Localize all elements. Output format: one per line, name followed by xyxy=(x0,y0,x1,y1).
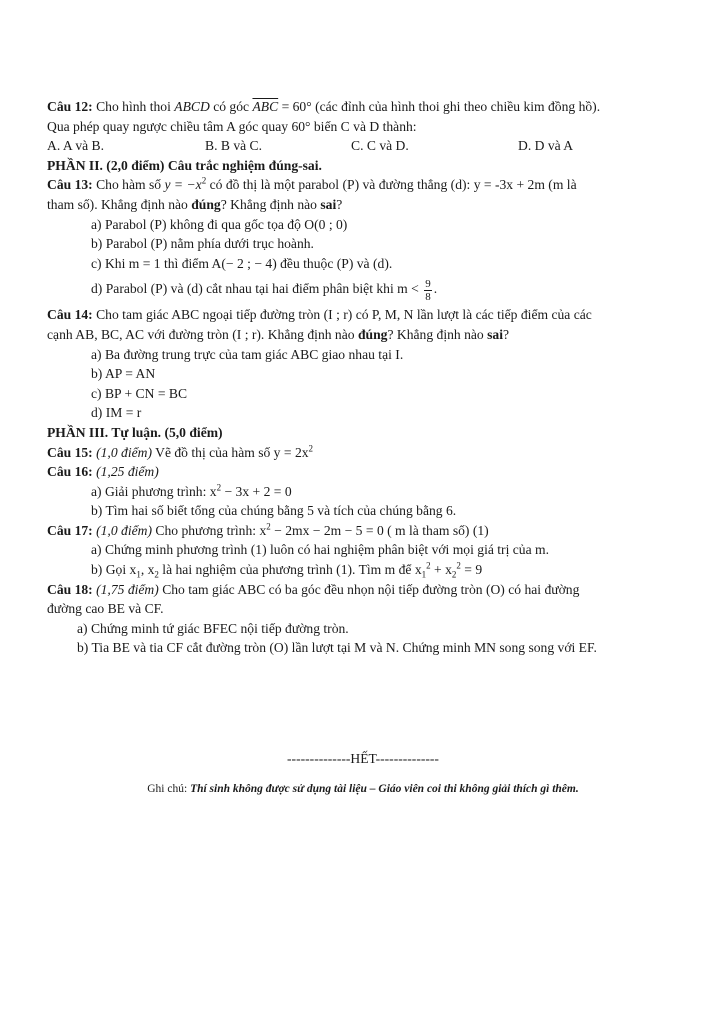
q12-angle-value: = 60° xyxy=(281,99,312,114)
q13-item-a: a) Parabol (P) không đi qua gốc tọa độ O(0 ; 0) xyxy=(91,216,348,232)
q14-text1: Cho tam giác ABC ngoại tiếp đường tròn (I ; r) có P, M, N lần lượt là các tiếp điểm của các xyxy=(96,307,592,323)
q12-option-c: C. C và D. xyxy=(351,138,409,154)
q12-text2: có góc xyxy=(213,99,250,114)
q16-item-a-exp: 2 xyxy=(216,482,222,493)
q16-label: Câu 16: xyxy=(47,464,93,480)
end-marker: --------------HẾT-------------- xyxy=(287,751,439,766)
q13-line2 xyxy=(47,195,679,215)
q14-line2-a: cạnh AB, BC, AC với đường tròn (I ; r). Khẳng định nào xyxy=(47,326,358,342)
q13-sai: sai xyxy=(320,196,337,212)
q18-points: (1,75 điểm) xyxy=(96,581,159,597)
footer-note xyxy=(47,780,679,800)
q12-option-a: A. A và B. xyxy=(47,138,105,154)
q17-b4: + x xyxy=(430,562,452,578)
q13-fraction xyxy=(424,278,432,303)
q12-option-b: B. B và C. xyxy=(205,138,263,154)
q15-exp: 2 xyxy=(308,442,314,453)
q15-label: Câu 15: xyxy=(47,444,93,460)
q13-frac-num: 9 xyxy=(425,277,431,290)
q15-line xyxy=(47,443,679,463)
q17-b-exp3: 2 xyxy=(426,560,431,571)
q13-func: y = −x xyxy=(164,177,202,193)
part2-title xyxy=(47,156,679,176)
q12-text1: Cho hình thoi xyxy=(96,99,171,114)
note-label: Ghi chú: xyxy=(147,783,191,795)
q14-item-d: d) IM = r xyxy=(91,405,142,421)
q12-label: Câu 12: xyxy=(47,99,93,114)
q13-text2: có đồ thị là một parabol (P) và đường thẳng (d): y = -3x + 2m (m là xyxy=(209,177,577,193)
q13-item-d xyxy=(47,273,679,305)
q12-line2: Qua phép quay ngược chiều tâm A góc quay 60° biến C và D thành: xyxy=(47,118,417,134)
q16-item-a xyxy=(47,482,679,502)
q17-item-a: a) Chứng minh phương trình (1) luôn có hai nghiệm phân biệt với mọi giá trị của m. xyxy=(91,542,549,558)
q13-item-d-text: d) Parabol (P) và (d) cắt nhau tại hai điểm phân biệt khi m < xyxy=(91,281,419,297)
q18-item-a: a) Chứng minh tứ giác BFEC nội tiếp đường tròn. xyxy=(77,620,349,636)
q14-line2-b: ? Khẳng định nào xyxy=(387,326,488,342)
q17-b2: , x xyxy=(140,562,155,578)
q13-line1 xyxy=(47,175,679,195)
q17-label: Câu 17: xyxy=(47,522,93,538)
q12-line1 xyxy=(47,97,679,117)
q16-item-a-end: − 3x + 2 = 0 xyxy=(221,483,292,499)
q13-line2-a: tham số). Khẳng định nào xyxy=(47,196,192,212)
q13-line2-b: ? Khẳng định nào xyxy=(220,196,321,212)
q13-item-c: c) Khi m = 1 thì điểm A(− 2 ; − 4) đều thuộc (P) và (d). xyxy=(91,255,393,271)
q16-item-a-text: a) Giải phương trình: x xyxy=(91,483,217,499)
q18-item-b: b) Tia BE và tia CF cắt đường tròn (O) lần lượt tại M và N. Chứng minh MN song song với EF. xyxy=(77,640,597,656)
q17-b-sub3: 1 xyxy=(421,569,427,580)
q12-angle: $\overline{ABC}$ xyxy=(252,99,279,114)
q14-line2-c: ? xyxy=(503,326,510,342)
q18-line1 xyxy=(47,580,679,600)
q17-b-sub1: 1 xyxy=(136,569,141,580)
q17-b3: là hai nghiệm của phương trình (1). Tìm m để x xyxy=(158,562,422,578)
q14-item-a: a) Ba đường trung trực của tam giác ABC giao nhau tại I. xyxy=(91,346,404,362)
q17-exp: 2 xyxy=(266,521,271,532)
part2-title-text: PHẦN II. (2,0 điểm) Câu trắc nghiệm đúng-sai. xyxy=(47,157,322,173)
q18-label: Câu 18: xyxy=(47,581,93,597)
part3-title xyxy=(47,423,679,443)
q13-label: Câu 13: xyxy=(47,177,93,193)
q14-line1 xyxy=(47,305,679,325)
q13-text1: Cho hàm số xyxy=(96,177,162,193)
q18-text1: Cho tam giác ABC có ba góc đều nhọn nội tiếp đường tròn (O) có hai đường xyxy=(162,581,580,597)
q17-b1: b) Gọi x xyxy=(91,562,137,578)
q13-item-d-end: . xyxy=(433,281,438,297)
q15-text: Vẽ đồ thị của hàm số y = 2x xyxy=(155,444,309,460)
q12-shape: ABCD xyxy=(174,99,210,114)
q12-text3: (các đỉnh của hình thoi ghi theo chiều kim đồng hồ). xyxy=(315,99,601,114)
q17-b-sub2: 2 xyxy=(154,569,159,580)
q13-frac-den: 8 xyxy=(425,290,431,303)
q15-points: (1,0 điểm) xyxy=(96,444,152,460)
q12-option-d: D. D và A xyxy=(518,138,574,154)
q17-text2: − 2mx − 2m − 5 = 0 ( m là tham số) (1) xyxy=(270,522,489,538)
part3-title-text: PHẦN III. Tự luận. (5,0 điểm) xyxy=(47,424,223,440)
q16-item-b: b) Tìm hai số biết tổng của chúng bằng 5 và tích của chúng bằng 6. xyxy=(91,503,457,519)
q12-options xyxy=(47,136,679,156)
q17-item-b xyxy=(47,560,679,580)
q17-points: (1,0 điểm) xyxy=(96,522,152,538)
q17-b-sub4: 2 xyxy=(451,569,457,580)
q14-line2 xyxy=(47,325,679,345)
q17-line xyxy=(47,521,679,541)
note-text: Thí sinh không được sử dụng tài liệu – Giáo viên coi thi không giải thích gì thêm. xyxy=(190,783,579,795)
q14-item-c: c) BP + CN = BC xyxy=(91,385,188,401)
q13-item-b: b) Parabol (P) nằm phía dưới trục hoành. xyxy=(91,236,314,252)
q17-b5: = 9 xyxy=(460,562,483,578)
q17-text1: Cho phương trình: x xyxy=(155,522,267,538)
q16-points: (1,25 điểm) xyxy=(96,464,159,480)
q14-sai: sai xyxy=(487,326,503,342)
exam-content xyxy=(47,97,679,795)
q17-b-exp4: 2 xyxy=(456,560,461,571)
q13-dung: đúng xyxy=(191,196,221,212)
q18-line2: đường cao BE và CF. xyxy=(47,601,164,617)
q14-label: Câu 14: xyxy=(47,307,93,323)
q16-line xyxy=(47,462,679,482)
q13-exp: 2 xyxy=(201,175,207,186)
q13-line2-c: ? xyxy=(336,196,343,212)
q14-item-b: b) AP = AN xyxy=(91,366,156,382)
q14-dung: đúng xyxy=(357,326,388,342)
